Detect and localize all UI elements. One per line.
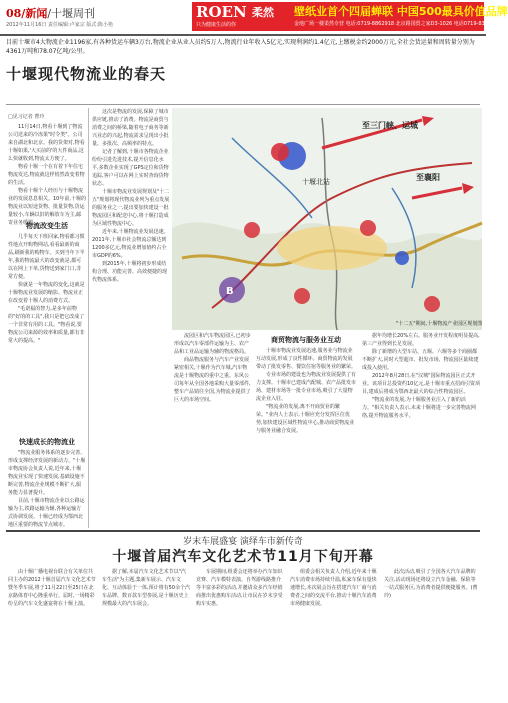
ad-brand-cn: 柔然 <box>252 6 274 19</box>
map-label-b: B <box>226 286 234 297</box>
paragraph: 此次活动,吸引了全国各大汽车品牌的关注,活动现场还将设立汽车金融、保险等一站式服务区,为消费者提供便捷服务。(曹玲) <box>384 569 478 599</box>
article2-column-4 <box>290 568 378 698</box>
page-header <box>0 0 508 36</box>
paragraph: "毛诺福的智力,是多年前物的"好的的工具",我只是把它改成了一个非常有用的工具。"物看说,要物流公司来源的效率和质量,都有非常大的提高。" <box>8 306 85 344</box>
article-column-3 <box>174 332 252 526</box>
page-number <box>6 5 95 21</box>
subheading-1: 物流改变生活 <box>26 222 68 230</box>
article2-column-5 <box>384 568 480 698</box>
article-column-1b <box>8 233 86 433</box>
article-column-1c <box>8 449 86 528</box>
article-byline: □见习记者 曹玲 <box>8 114 45 120</box>
paragraph: 11月14日,物看十堰到了物流公司送来的冷冻果"时令类"。公司来自湖北和北京。我的货架对,物看十堰如果,'大买前的'的大件商品,这么快就收到,物流太方便了。 <box>8 124 85 162</box>
ad-contact: 金地广场一楼柔然专营 电话:0719-8862918 北京路国贸之家D3-1026 电话0719-8322099 <box>294 21 501 27</box>
page-section: 08/新闻 <box>6 7 48 20</box>
paragraph: 几乎每天下班回家,物看都习惯性地点开购物网站,看看最新的商品,刷新我的购物车。买到当年下半年,我的物流最大的改变就是,都可以在网上下单,货物送到家门口,非常方便。 <box>8 234 85 280</box>
article-headline: 十堰现代物流业的春天 <box>6 65 167 83</box>
paragraph: 由十堰广播电视台联合有关单位共同主办的2012十堰首届汽车文化艺术节暨冬季车展,将于11月22日至25日在北京路体育中心隆重举行。届时,一场精彩纷呈的汽车文化盛宴将在十堰上演。 <box>8 569 96 607</box>
ad-slogan: 只为健康生活的你 <box>196 22 237 28</box>
map-caption: "十二五"期间,十堰物流产业园区规划图 <box>396 321 483 327</box>
paragraph: 物看十堰一个在有着下年住宅物流发达,物流就这样悄然改变着物的生活。 <box>8 164 85 186</box>
article2-column-1 <box>8 568 96 698</box>
column-divider <box>88 108 89 528</box>
map-label-hub: 十堰北站 <box>302 178 330 186</box>
paragraph: 十堰市物流业发展规划及"十二五"规划将现代物流业列为重点发展的服务业之一,提出要加快建设一批物流园区和配送中心,将十堰打造成为区域性物流中心。 <box>92 189 170 227</box>
paragraph: "物流业的发展,离不开商贸业的繁荣。"业内人士表示,十堰应充分发挥区位优势,加快建设区域性物流中心,推动商贸物流业与服务业融合发展。 <box>256 404 355 434</box>
paragraph: 据年均增长20%左右。服务业开发程度明显提高,第三产业得到长足发展。 <box>362 333 480 347</box>
subheading-2: 快速成长的物流业 <box>19 438 75 446</box>
ad-brand: ROEN <box>196 3 247 21</box>
article-column-2 <box>92 108 170 526</box>
article2-headline: 十堰首届汽车文化艺术节11月下旬开幕 <box>112 549 374 565</box>
paragraph: "物流业服务体系的逐步完善、形成支撑经济发展的新动力。"十堰市物流协会负责人说,近年来,十堰物流业实现了快速发展,基础设施不断完善,物流企业规模不断扩大,服务能力显著提升。 <box>8 450 86 496</box>
ad-headline: 壁纸业首个四届蝉联 中国500最具价值品牌 <box>294 5 508 18</box>
paragraph: 商品物流服务与汽车产业发展紧密相关,十堰作为汽车城,汽车物流是十堰物流的重中之重。东风公司每年从全国各地采购大量零部件,整车产品销往全国,为物流业提供了巨大的市场空间。 <box>174 357 251 403</box>
paragraph: 专业市场的建设也为物流业发展提供了有力支撑。十堰市已建成汽配城、农产品批发市场、建材市场等一批专业市场,吸引了大量物流企业入驻。 <box>256 372 357 402</box>
paragraph: 组委会相关负责人介绍,近年来十堰汽车消费市场持续升温,私家车保有量快速增长,本次展会旨在搭建汽车厂商与消费者之间的交流平台,推动十堰汽车消费市场健康发展。 <box>290 569 377 607</box>
dateline: 2012年11月16日 责任编辑:卢家宗 版式:陈小艳 <box>6 22 113 28</box>
article-column-5 <box>362 332 480 527</box>
paragraph: 据了解,本届汽车文化艺术节以"汽车生活"为主题,集新车展示、汽车文化、互动体验于一体,预计将有50余个汽车品牌、数百款车型参展,是十堰历史上规模最大的汽车展会。 <box>102 569 190 607</box>
headline-rule <box>6 104 480 105</box>
article2-column-3 <box>196 568 284 698</box>
paragraph: 流园区和汽车物流园区,已初步形成以汽车零部件运输为主、农产品和工业品运输为辅的物流格局。 <box>174 333 251 355</box>
article-lead: 目前十堰市4大物流企业1196家,有各种货运车辆3万台,物流企业从业人员约5万人,物流行业年收入5亿元,实现利润约1.4亿元,上缴税金约2000万元,全社会货运量和周转量分别为4361万吨和78.07亿吨/公里。 <box>6 39 475 55</box>
paragraph: 快就是一年物流的变化,这就是十堰物流业发展的缩影。物流业正在改变着十堰人的消费方式。 <box>8 282 85 304</box>
section-rule <box>6 530 480 532</box>
article2-column-2 <box>102 568 190 698</box>
paragraph: 2012年8月28日,在"汉城"国际物流园区正式开业。该项目总投资约10亿元,是十堰市重点招商引资项目,建成后将成为鄂西北最大的综合性物流园区。 <box>362 373 480 395</box>
paragraph: 记者了解到,十堰市各物流企业纷纷引进先进技术,提升信息化水平,多数企业实现了GPS定位和货物追踪,客户可以在网上实时查询货物状态。 <box>92 149 169 187</box>
paragraph: 到2015年,十堰将初步形成结构合理、功能完善、高效便捷的现代物流体系。 <box>92 261 168 283</box>
paragraph: 除了新增的大型车站、五堰、六堰等多个商圈都不断扩大,同时大型超市、批发市场、物流园区陆续建成投入使用。 <box>362 349 479 371</box>
page-subsection: /十堰周刊 <box>47 7 96 20</box>
advertisement-banner <box>192 2 508 31</box>
paragraph: 近年来,十堰物流业发展迅速。2011年,十堰市社会物流总额达到1200多亿元,物流业增加值约占全市GDP的6%。 <box>92 229 169 259</box>
article2-kicker: 岁末车展盛宴 演绎车市新传奇 <box>183 537 303 547</box>
paragraph: 十堰市物流业发展迅速,服务业与物流业互动发展,形成了良性循环。商贸物流的发展带动了批发零售、餐饮住宿等服务业的繁荣。 <box>256 348 357 370</box>
paragraph: 这次是物流的发展,保障了城市供应链,推动了消费。物流是商贸与消费之间的桥梁,随着电子商务等新兴业态的兴起,物流需求呈现出小批量、多批次、高频率的特点。 <box>92 109 169 147</box>
paragraph: 目前,十堰市物流企业以公路运输为主,铁路运输为辅,各种运输方式协调发展。十堰已经成为鄂西北地区重要的物流节点城市。 <box>8 498 85 528</box>
map-label-north: 至三门峡、运城 <box>362 121 418 130</box>
paragraph: "物流业的发展,为十堰服务业注入了新的活力。"相关负责人表示,未来十堰将进一步完善物流网络,提升物流服务水平。 <box>362 397 476 419</box>
logistics-park-map <box>172 108 482 330</box>
map-label-east: 至襄阳 <box>416 173 440 182</box>
paragraph: 物看十堰个人经历与十堰物流业的发展息息相关。10年前,十堰的物流业以短途货物、批量货物,货运量较小,车辆以旧的解放车为主,邮寄业务缓慢。 <box>8 188 86 226</box>
paragraph: 车展期间,组委会还将举办汽车知识竞赛、汽车模特表演、自驾游线路推介等丰富多彩的活动,并邀请众多汽车经销商推出优惠购车活动,让市民在岁末享受购车实惠。 <box>196 569 283 607</box>
subheading-3: 商贸物流与服务业互动 <box>271 336 341 344</box>
article-column-4 <box>256 347 356 527</box>
